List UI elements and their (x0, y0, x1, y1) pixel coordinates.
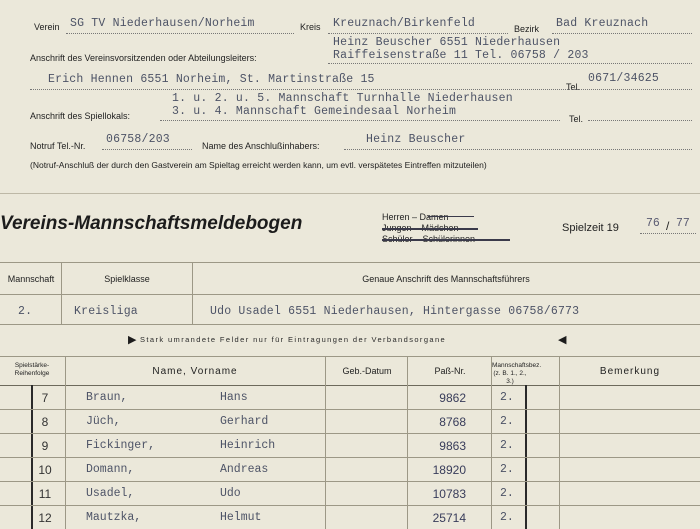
player-name[interactable]: Usadel, (86, 487, 135, 500)
spiellokal-underline (160, 120, 560, 121)
player-pass[interactable]: 18920 (432, 463, 466, 477)
verein-underline (66, 33, 294, 34)
banner-text: Stark umrandete Felder nur für Eintragungen der Verbandsorgane (140, 335, 447, 344)
tel-label: Tel. (566, 82, 581, 92)
verein-value[interactable]: SG TV Niederhausen/Norheim (70, 17, 255, 30)
header-anschrift-mf: Genaue Anschrift des Mannschaftsführers (362, 274, 530, 284)
name-anschluss-value[interactable]: Heinz Beuscher (366, 133, 466, 146)
header-reihenfolge: Spielstärke-Reihenfolge (14, 362, 50, 377)
tel2-label: Tel. (569, 114, 584, 124)
row-line (0, 481, 700, 482)
player-name[interactable]: Jüch, (86, 415, 121, 428)
header-name: Name, Vorname (152, 366, 238, 377)
kreis-value[interactable]: Kreuznach/Birkenfeld (333, 17, 476, 30)
header-pass: Paß-Nr. (434, 366, 466, 376)
spielzeit-label: Spielzeit 19 (562, 222, 619, 234)
player-vorname[interactable]: Udo (220, 487, 241, 500)
row-line (0, 433, 700, 434)
team-mannschaft[interactable]: 2. (18, 305, 33, 318)
strike-damen (428, 216, 474, 217)
player-vorname[interactable]: Hans (220, 391, 248, 404)
spiellokal-line2[interactable]: 3. u. 4. Mannschaft Gemeindesaal Norheim (172, 105, 457, 118)
player-vorname[interactable]: Gerhard (220, 415, 269, 428)
team-spielklasse[interactable]: Kreisliga (74, 305, 138, 318)
option-schueler: Schüler – Schülerinnen (382, 234, 476, 244)
spielzeit-underline (640, 233, 696, 234)
tel2-underline (588, 120, 692, 121)
player-pass[interactable]: 25714 (432, 511, 466, 525)
kreis-label: Kreis (300, 22, 321, 32)
anschrift-line1[interactable]: Heinz Beuscher 6551 Niederhausen (333, 36, 561, 49)
header-geb: Geb.-Datum (342, 366, 392, 376)
player-pass[interactable]: 9863 (439, 439, 466, 453)
player-name[interactable]: Domann, (86, 463, 135, 476)
strike-schueler (382, 239, 510, 241)
player-mb[interactable]: 2. (500, 391, 514, 404)
player-name[interactable]: Braun, (86, 391, 128, 404)
spiellokal-label: Anschrift des Spiellokals: (30, 111, 131, 121)
form-title: Vereins-Mannschaftsmeldebogen (0, 213, 303, 234)
notruf-value[interactable]: 06758/203 (106, 133, 170, 146)
row-line (0, 409, 700, 410)
spielzeit-slash: / (666, 219, 670, 233)
header-bemerkung: Bemerkung (599, 366, 661, 377)
player-mb[interactable]: 2. (500, 463, 514, 476)
players-header-bottom (0, 385, 700, 386)
player-vorname[interactable]: Helmut (220, 511, 262, 524)
name-anschluss-underline (344, 149, 692, 150)
row-line (0, 457, 700, 458)
player-pass[interactable]: 9862 (439, 391, 466, 405)
verein-label: Verein (34, 22, 60, 32)
option-herren-damen: Herren – Damen (382, 212, 449, 222)
section-divider (0, 193, 700, 194)
row-number: 7 (41, 391, 49, 405)
player-mb[interactable]: 2. (500, 511, 514, 524)
notruf-label: Notruf Tel.-Nr. (30, 141, 86, 151)
player-name[interactable]: Fickinger, (86, 439, 156, 452)
player-pass[interactable]: 10783 (432, 487, 466, 501)
anschrift-underline (328, 63, 692, 64)
banner-arrow-right-icon: ▶ (128, 334, 137, 346)
player-vorname[interactable]: Heinrich (220, 439, 276, 452)
col-name-line (65, 356, 66, 529)
row-number: 11 (38, 487, 52, 501)
spiellokal-line1[interactable]: 1. u. 2. u. 5. Mannschaft Turnhalle Niederhausen (172, 92, 513, 105)
col-geb-line (325, 356, 326, 529)
col-bemerkung-line (559, 356, 560, 529)
player-pass[interactable]: 8768 (439, 415, 466, 429)
team-table-top (0, 262, 700, 263)
anschrift-line2[interactable]: Raiffeisenstraße 11 Tel. 06758 / 203 (333, 49, 589, 62)
player-vorname[interactable]: Andreas (220, 463, 269, 476)
line3-value[interactable]: Erich Hennen 6551 Norheim, St. Martinstraße 15 (48, 73, 375, 86)
row-number: 8 (41, 415, 49, 429)
row-number: 9 (41, 439, 49, 453)
col-mb-line (491, 356, 492, 529)
header-mannschaftsbez: Mannschaftsbez. (z. B. 1., 2., 3.) (492, 362, 542, 385)
bezirk-label: Bezirk (514, 24, 540, 34)
line3-underline (30, 89, 692, 90)
player-name[interactable]: Mautzka, (86, 511, 142, 524)
player-mb[interactable]: 2. (500, 439, 514, 452)
name-anschluss-label: Name des Anschlußinhabers: (202, 141, 320, 151)
row-number: 12 (38, 511, 52, 525)
notruf-note: (Notruf-Anschluß der durch den Gastverein am Spieltag erreicht werden kann, um evtl. verspätetes Eintreffen mitzuteilen) (30, 160, 487, 170)
spielzeit-from[interactable]: 76 (646, 217, 660, 230)
team-col1-line (61, 262, 62, 324)
team-table-mid (0, 294, 700, 295)
tel-value[interactable]: 0671/34625 (588, 72, 660, 85)
bezirk-underline (552, 33, 692, 34)
spielzeit-to[interactable]: 77 (676, 217, 690, 230)
player-mb[interactable]: 2. (500, 487, 514, 500)
header-mannschaft: Mannschaft (7, 274, 55, 284)
players-table-top (0, 356, 700, 357)
kreis-underline (328, 33, 508, 34)
player-mb[interactable]: 2. (500, 415, 514, 428)
team-table-bottom (0, 324, 700, 325)
row-number: 10 (38, 463, 52, 477)
bezirk-value[interactable]: Bad Kreuznach (556, 17, 649, 30)
header-spielklasse: Spielklasse (104, 274, 150, 284)
banner-arrow-left-icon: ◀ (558, 334, 567, 346)
notruf-underline (102, 149, 192, 150)
anschrift-label: Anschrift des Vereinsvorsitzenden oder Abteilungsleiters: (30, 53, 257, 63)
strike-jungen (382, 228, 478, 230)
option-jungen-maedchen: Jungen – Mädchen (382, 223, 459, 233)
team-col2-line (192, 262, 193, 324)
team-anschrift[interactable]: Udo Usadel 6551 Niederhausen, Hintergasse 06758/6773 (210, 305, 580, 318)
row-line (0, 505, 700, 506)
